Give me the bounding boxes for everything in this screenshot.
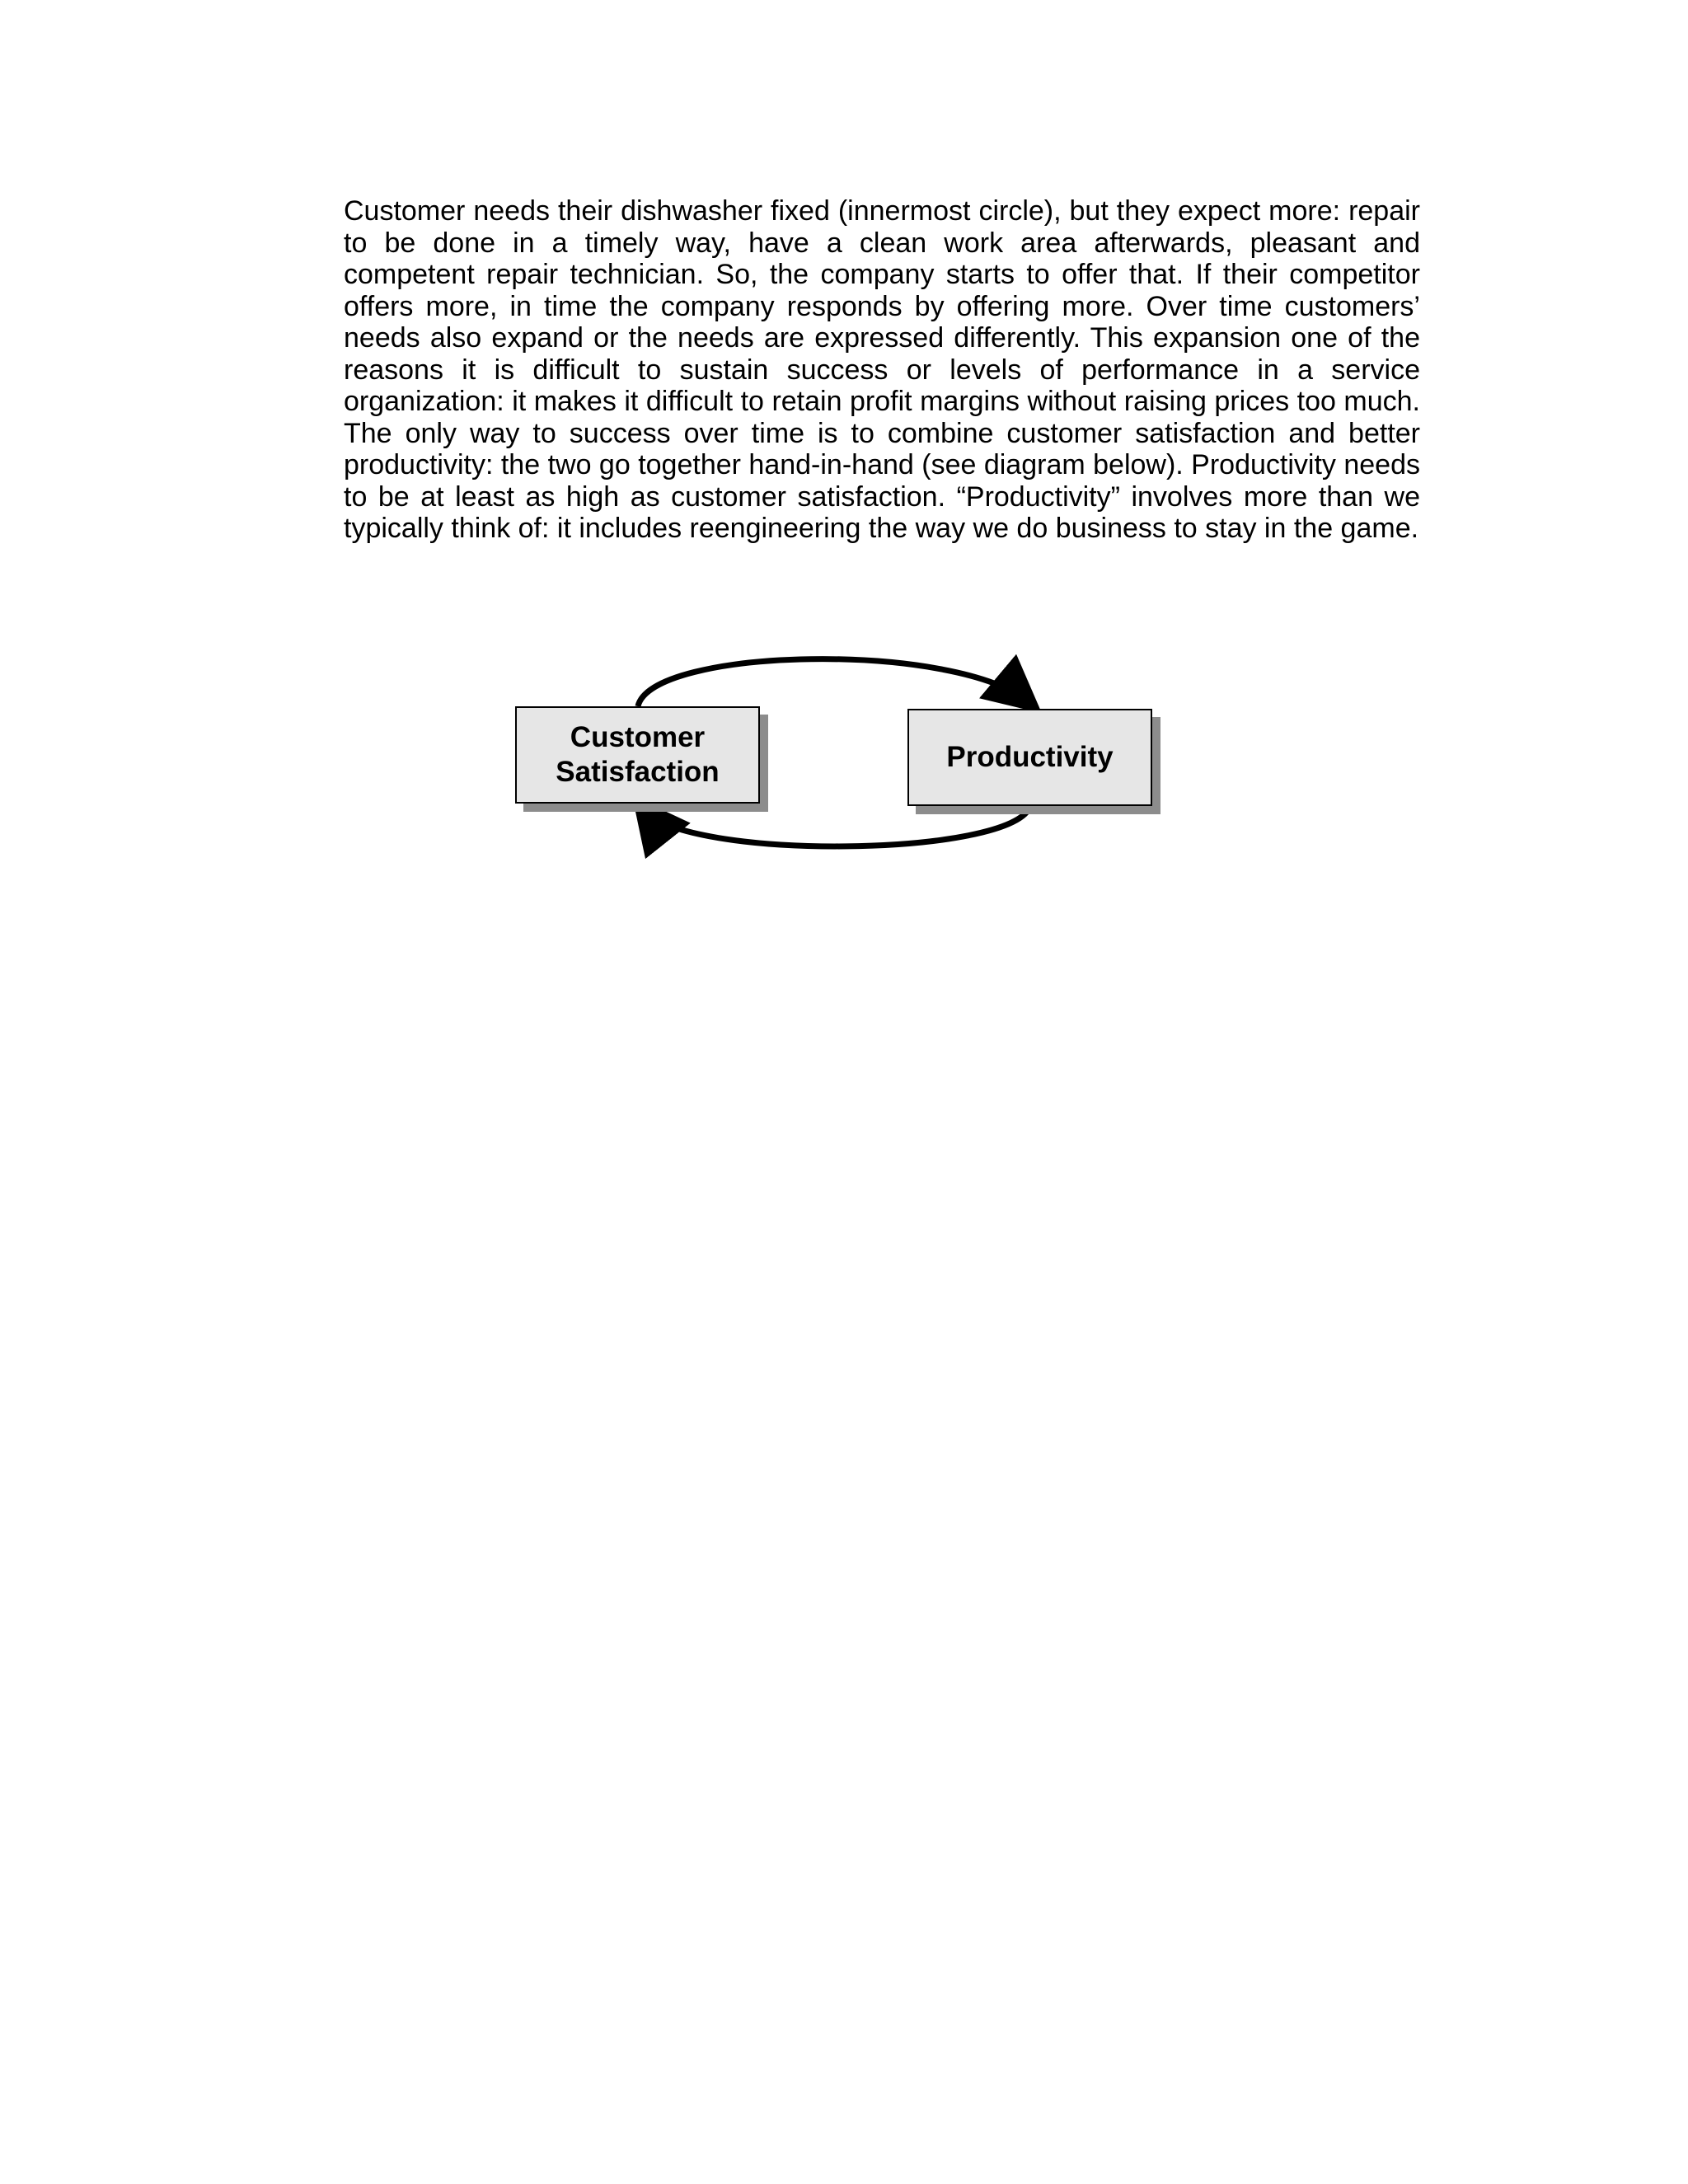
arrow-productivity-to-customer bbox=[643, 806, 1030, 846]
cycle-diagram bbox=[495, 635, 1187, 882]
customer-satisfaction-box bbox=[515, 706, 760, 804]
customer-satisfaction-label: Customer Satisfaction bbox=[556, 721, 720, 788]
productivity-label: Productivity bbox=[946, 741, 1114, 773]
body-paragraph: Customer needs their dishwasher fixed (innermost circle), but they expect more: repair to be done in a timely way, have a clean work area afterwards, pleasant and competent repair technician. So, the company starts to offer that. If their competitor offers more, in time the company responds by offering more. Over time customers’ needs also expand or the needs are expressed differently. This expansion one of the reasons it is difficult to sustain success or levels of performance in a service organization: it makes it difficult to retain profit margins without raising prices too much. The only way to success over time is to combine customer satisfaction and better productivity: the two go together hand-in-hand (see diagram below). Productivity needs to be at least as high as customer satisfaction. “Productivity” involves more than we typically think of: it includes reengineering the way we do business to stay in the game. bbox=[344, 195, 1420, 544]
arrow-customer-to-productivity bbox=[638, 659, 1029, 706]
productivity-box bbox=[907, 709, 1152, 806]
